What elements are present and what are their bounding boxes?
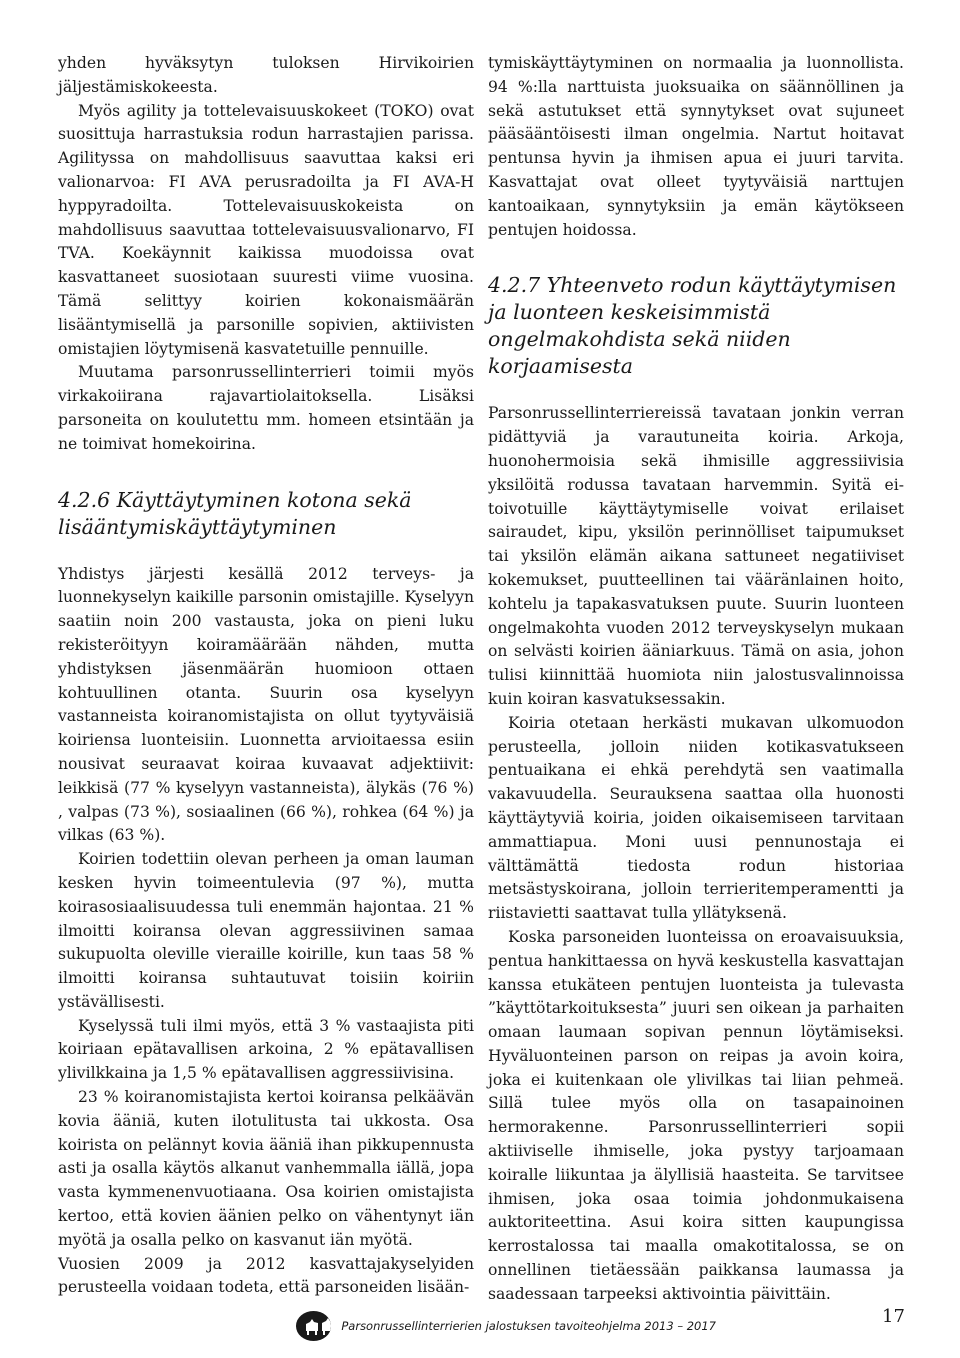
paragraph: Myös agility ja tottelevaisuuskokeet (TOKO) ovat suosittuja harrastuksia rodun harrastajien parissa. Agilityssa on mahdollisuus saavuttaa kaksi eri valionarvoa: FI AVA perusradoilta ja FI AVA-H hyppyradoilta. Tottelevaisuuskokeista on mahdollisuus saavuttaa tottelevaisuusvalionarvo, FI TVA. Koekäynnit kaikissa muodoissa ovat kasvattaneet suosiotaan suuresti viime vuosina. Tämä selittyy koirien kokonaismäärän lisääntymisellä ja parsonille sopivien, aktiivisten omistajien löytymisenä kasvatetuille pennuille.	[58, 101, 474, 358]
right-column	[488, 52, 904, 1307]
paragraph: Vuosien 2009 ja 2012 kasvattajakyselyiden perusteella voidaan todeta, että parsoneiden lisään-	[58, 1254, 474, 1297]
footer-title: Parsonrussellinterrierien jalostuksen tavoiteohjelma 2013 – 2017	[341, 1319, 716, 1333]
paragraph: Yhdistys järjesti kesällä 2012 terveys- ja luonnekyselyn kaikille parsonin omistajille. Kyselyyn saatiin noin 200 vastausta, joka on pieni luku rekisteröityyn koiramäärään nähden, mutta yhdistyksen jäsenmäärän huomioon ottaen kohtuullinen otanta. Suurin osa kyselyyn vastanneista koiranomistajista on ollut tyytyväisiä koiriensa luonteisiin. Luonnetta arvioitaessa esiin nousivat seuraavat koiraa kuvaavat adjektiivit: leikkisä (77 % kyselyyn vastanneista), älykäs (76 %) , valpas (73 %), sosiaalinen (66 %), rohkea (64 %) ja vilkas (63 %).	[58, 564, 474, 845]
paragraph: Koirien todettiin olevan perheen ja oman lauman kesken hyvin toimeentulevia (97 %), mutta koirasosiaalisuudessa tuli enemmän hajontaa. 21 % ilmoitti koiransa olevan aggressiivinen samaa sukupuolta oleville vieraille koirille, kun taas 58 % ilmoitti koiransa suhtautuvat toisiin koiriin ystävällisesti.	[58, 850, 474, 1011]
paragraph: 23 % koiranomistajista kertoi koiransa pelkäävän kovia ääniä, kuten ilotulitusta tai ukkosta. Osa koirista on pelännyt kovia ääniä ihan pikkupennusta asti ja osalla käytös alkanut vanhemmalla iällä, jopa vasta kymmenenvuotiaana. Osa koirien omistajista kertoo, että kovien äänien pelko on vähentynyt iän myötä ja osalla pelko on kasvanut iän myötä.	[58, 1088, 474, 1249]
paragraph: Koiria otetaan herkästi mukavan ulkomuodon perusteella, jolloin niiden kotikasvatukseen pentuaikana ei ehkä perehdytä sen vaatimalla vakavuudella. Seurauksena saattaa olla huonosti käyttäytyviä koiria, joiden oikaisemiseen tarvitaan ammattiapua. Moni uusi pennunostaja ei välttämättä tiedosta rodun historiaa metsästyskoirana, jolloin terrieritemperamentti ja riistavietti saattavat tulla yllätyksenä.	[488, 713, 904, 923]
paragraph: Muutama parsonrussellinterrieri toimii myös virkakoiirana rajavartiolaitoksella. Lisäksi parsoneita on koulutettu mm. homeen etsintään ja ne toimivat homekoirina.	[58, 363, 474, 453]
dog-logo-icon	[296, 1311, 331, 1341]
section-heading-4-2-6: 4.2.6 Käyttäytyminen kotona sekä lisääntymiskäyttäytyminen	[58, 487, 412, 539]
section-heading-4-2-7: 4.2.7 Yhteenveto rodun käyttäytymisen ja luonteen keskeisimmistä ongelmakohdista sekä niiden korjaamisesta	[488, 273, 897, 379]
paragraph: yhden hyväksytyn tuloksen Hirvikoirien jäljestämiskokeesta.	[58, 54, 474, 96]
paragraph: Kyselyssä tuli ilmi myös, että 3 % vastaajista piti koiriaan epätavallisen arkoina, 2 % epätavallisen ylivilkkaina ja 1,5 % epätavallisen aggressiivisina.	[58, 1016, 474, 1083]
paragraph: tymiskäyttäytyminen on normaalia ja luonnollista. 94 %:lla narttuista juoksuaika on säännöllinen ja sekä astutukset että synnytykset ovat sujuneet pääsääntöisesti ilman ongelmia. Nartut hoitavat pentunsa hyvin ja ihmisen apua ei juuri tarvita. Kasvattajat ovat olleet tyytyväisiä narttujen kantoaikaan, synnytyksiin ja emän käytökseen pentujen hoidossa.	[488, 54, 904, 239]
paragraph: Parsonrussellinterriereissä tavataan jonkin verran pidättyviä ja varautuneita koiria. Arkoja, huonohermoisia sekä ihmisille aggressiivisia yksilöitä rodussa tavataan harvemmin. Syitä ei-toivotuille käyttäytymiselle voivat erilaiset sairaudet, kipu, yksilön perinnölliset taipumukset tai yksilön elämän aikana sattuneet negatiiviset kokemukset, puutteellinen tai vääränlainen hoito, kohtelu ja tapakasvatuksen puute. Suurin luonteen ongelmakohta vuoden 2012 terveyskyselyn mukaan on selvästi koirien ääniarkuus. Tämä on asia, johon tulisi kiinnittää huomiota niin jalostusvalinnoissa kuin koiran kasvatuksessakin.	[488, 404, 904, 708]
paragraph: Koska parsoneiden luonteissa on eroavaisuuksia, pentua hankittaessa on hyvä keskustella kasvattajan kanssa etukäteen pentujen luonteista ja tulevasta ”käyttötarkoituksesta” juuri sen oikean ja parhaiten omaan laumaan sopivan pennun löytämiseksi. Hyväluonteinen parson on reipas ja avoin koira, joka ei kuitenkaan ole ylivilkas tai liian pehmeä. Sillä tulee myös olla on tasapainoinen hermorakenne. Parsonrussellinterrieri sopii aktiiviselle ihmiselle, joka pystyy tarjoamaan koiralle liikuntaa ja älyllisiä haasteita. Se tarvitsee ihmisen, joka osaa toimia johdonmukaisena auktoriteettina. Asui koira sitten kaupungissa kerrostalossa tai maalla omakotitalossa, se on onnellinen tietäessään paikkansa laumassa ja saadessaan tarpeeksi aktivointia päivittäin.	[488, 927, 905, 1303]
page-footer	[296, 1308, 716, 1344]
left-column	[58, 52, 474, 1300]
page-number: 17	[882, 1306, 905, 1327]
